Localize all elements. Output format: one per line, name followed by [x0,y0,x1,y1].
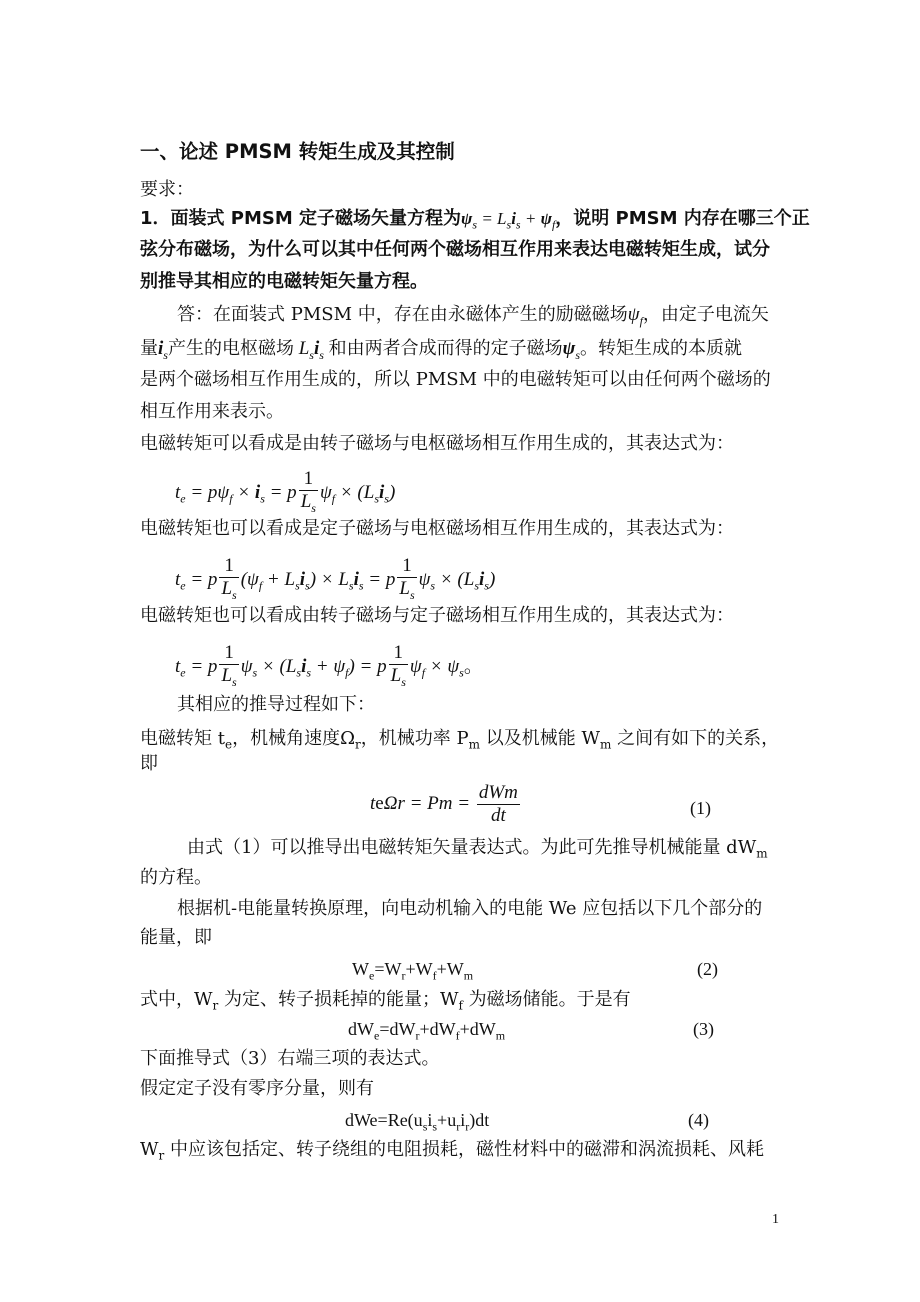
equation-3: $dW_e=dW_r+dW_f+dW_m$ [348,1019,506,1043]
question-line-3: 别推导其相应的电磁转矩矢量方程。 [140,271,428,292]
equation-stator-armature: $t_e = p$ $\frac{1}{L_s}$ $(\psi_f + L_si_s) \times L_si_s = p$ $\frac{1}{L_s}$ $\psi_s \times (L_si_s)$ [175,555,496,602]
statement-1: 电磁转矩可以看成是由转子磁场与电枢磁场相互作用生成的，其表达式为： [140,433,734,454]
derivation-intro: 其相应的推导过程如下： [177,694,375,715]
equation-4: $dWe=Re(u_si_s+u_ri_r)dt$ [345,1110,490,1134]
statement-3: 电磁转矩也可以看成由转子磁场与定子磁场相互作用生成的，其表达式为： [140,605,734,626]
equation-rotor-stator: $t_e = p$ $\frac{1}{L_s}$ $\psi_s \times (L_si_s + \psi_f) = p$ $\frac{1}{L_s}$ $\psi_f \times \psi_s$。 [175,642,483,689]
relation-line: 电磁转矩 $t_e$，机械角速度$\Omega_r$，机械功率 $P_m$ 以及机械能 $W_m$ 之间有如下的关系， [140,728,780,752]
energy-text-line-1: 根据机-电能量转换原理，向电动机输入的电能 We 应包括以下几个部分的 [177,898,763,919]
eq3-text: 下面推导式（3）右端三项的表达式。 [140,1048,440,1069]
energy-text-line-2: 能量，即 [140,927,212,948]
equation-4-number: (4) [688,1110,709,1130]
question-line-1: 1．面装式 PMSM 定子磁场矢量方程为$\psi_s = L_si_s + \psi_f$，说明 PMSM 内存在哪三个正 [140,208,810,232]
question-line-2: 弦分布磁场，为什么可以其中任何两个磁场相互作用来表达电磁转矩生成，试分 [140,239,770,260]
page-number: 1 [772,1212,779,1227]
section-title: 一、论述 PMSM 转矩生成及其控制 [140,140,455,163]
eq2-text: 式中，$W_r$ 为定、转子损耗掉的能量；$W_f$ 为磁场储能。于是有 [140,989,631,1013]
statement-2: 电磁转矩也可以看成是定子磁场与电枢磁场相互作用生成的，其表达式为： [140,518,734,539]
ji-label: 即 [140,753,158,774]
equation-1: teΩr = Pm = $\frac{\text{dWm}}{dt}$ [370,782,518,826]
equation-3-number: (3) [693,1019,714,1039]
answer-line-1: 答：在面装式 PMSM 中，存在由永磁体产生的励磁磁场$\psi_f$，由定子电流矢 [177,304,769,328]
answer-line-3: 是两个磁场相互作用生成的，所以 PMSM 中的电磁转矩可以由任何两个磁场的 [140,369,771,390]
eq1-text-line-2: 的方程。 [140,867,212,888]
answer-line-4: 相互作用来表示。 [140,401,284,422]
eq1-text-line-1: 由式（1）可以推导出电磁转矩矢量表达式。为此可先推导机械能量 $dW_m$ [187,837,768,861]
equation-2: $W_e=W_r+W_f+W_m$ [352,959,474,983]
equation-1-number: (1) [690,798,711,818]
answer-line-2: 量$i_s$产生的电枢磁场 $L_si_s$ 和由两者合成而得的定子磁场$\psi_s$。转矩生成的本质就 [140,338,743,362]
equation-2-number: (2) [697,959,718,979]
last-line: $W_r$ 中应该包括定、转子绕组的电阻损耗，磁性材料中的磁滞和涡流损耗、风耗 [140,1139,764,1163]
zero-sequence-text: 假定定子没有零序分量，则有 [140,1078,374,1099]
equation-rotor-armature: $t_e = p\psi_f \times i_s = p$ $\frac{1}{L_s}$ $\psi_f \times (L_si_s)$ [175,468,396,515]
requirement-label: 要求： [140,179,194,200]
